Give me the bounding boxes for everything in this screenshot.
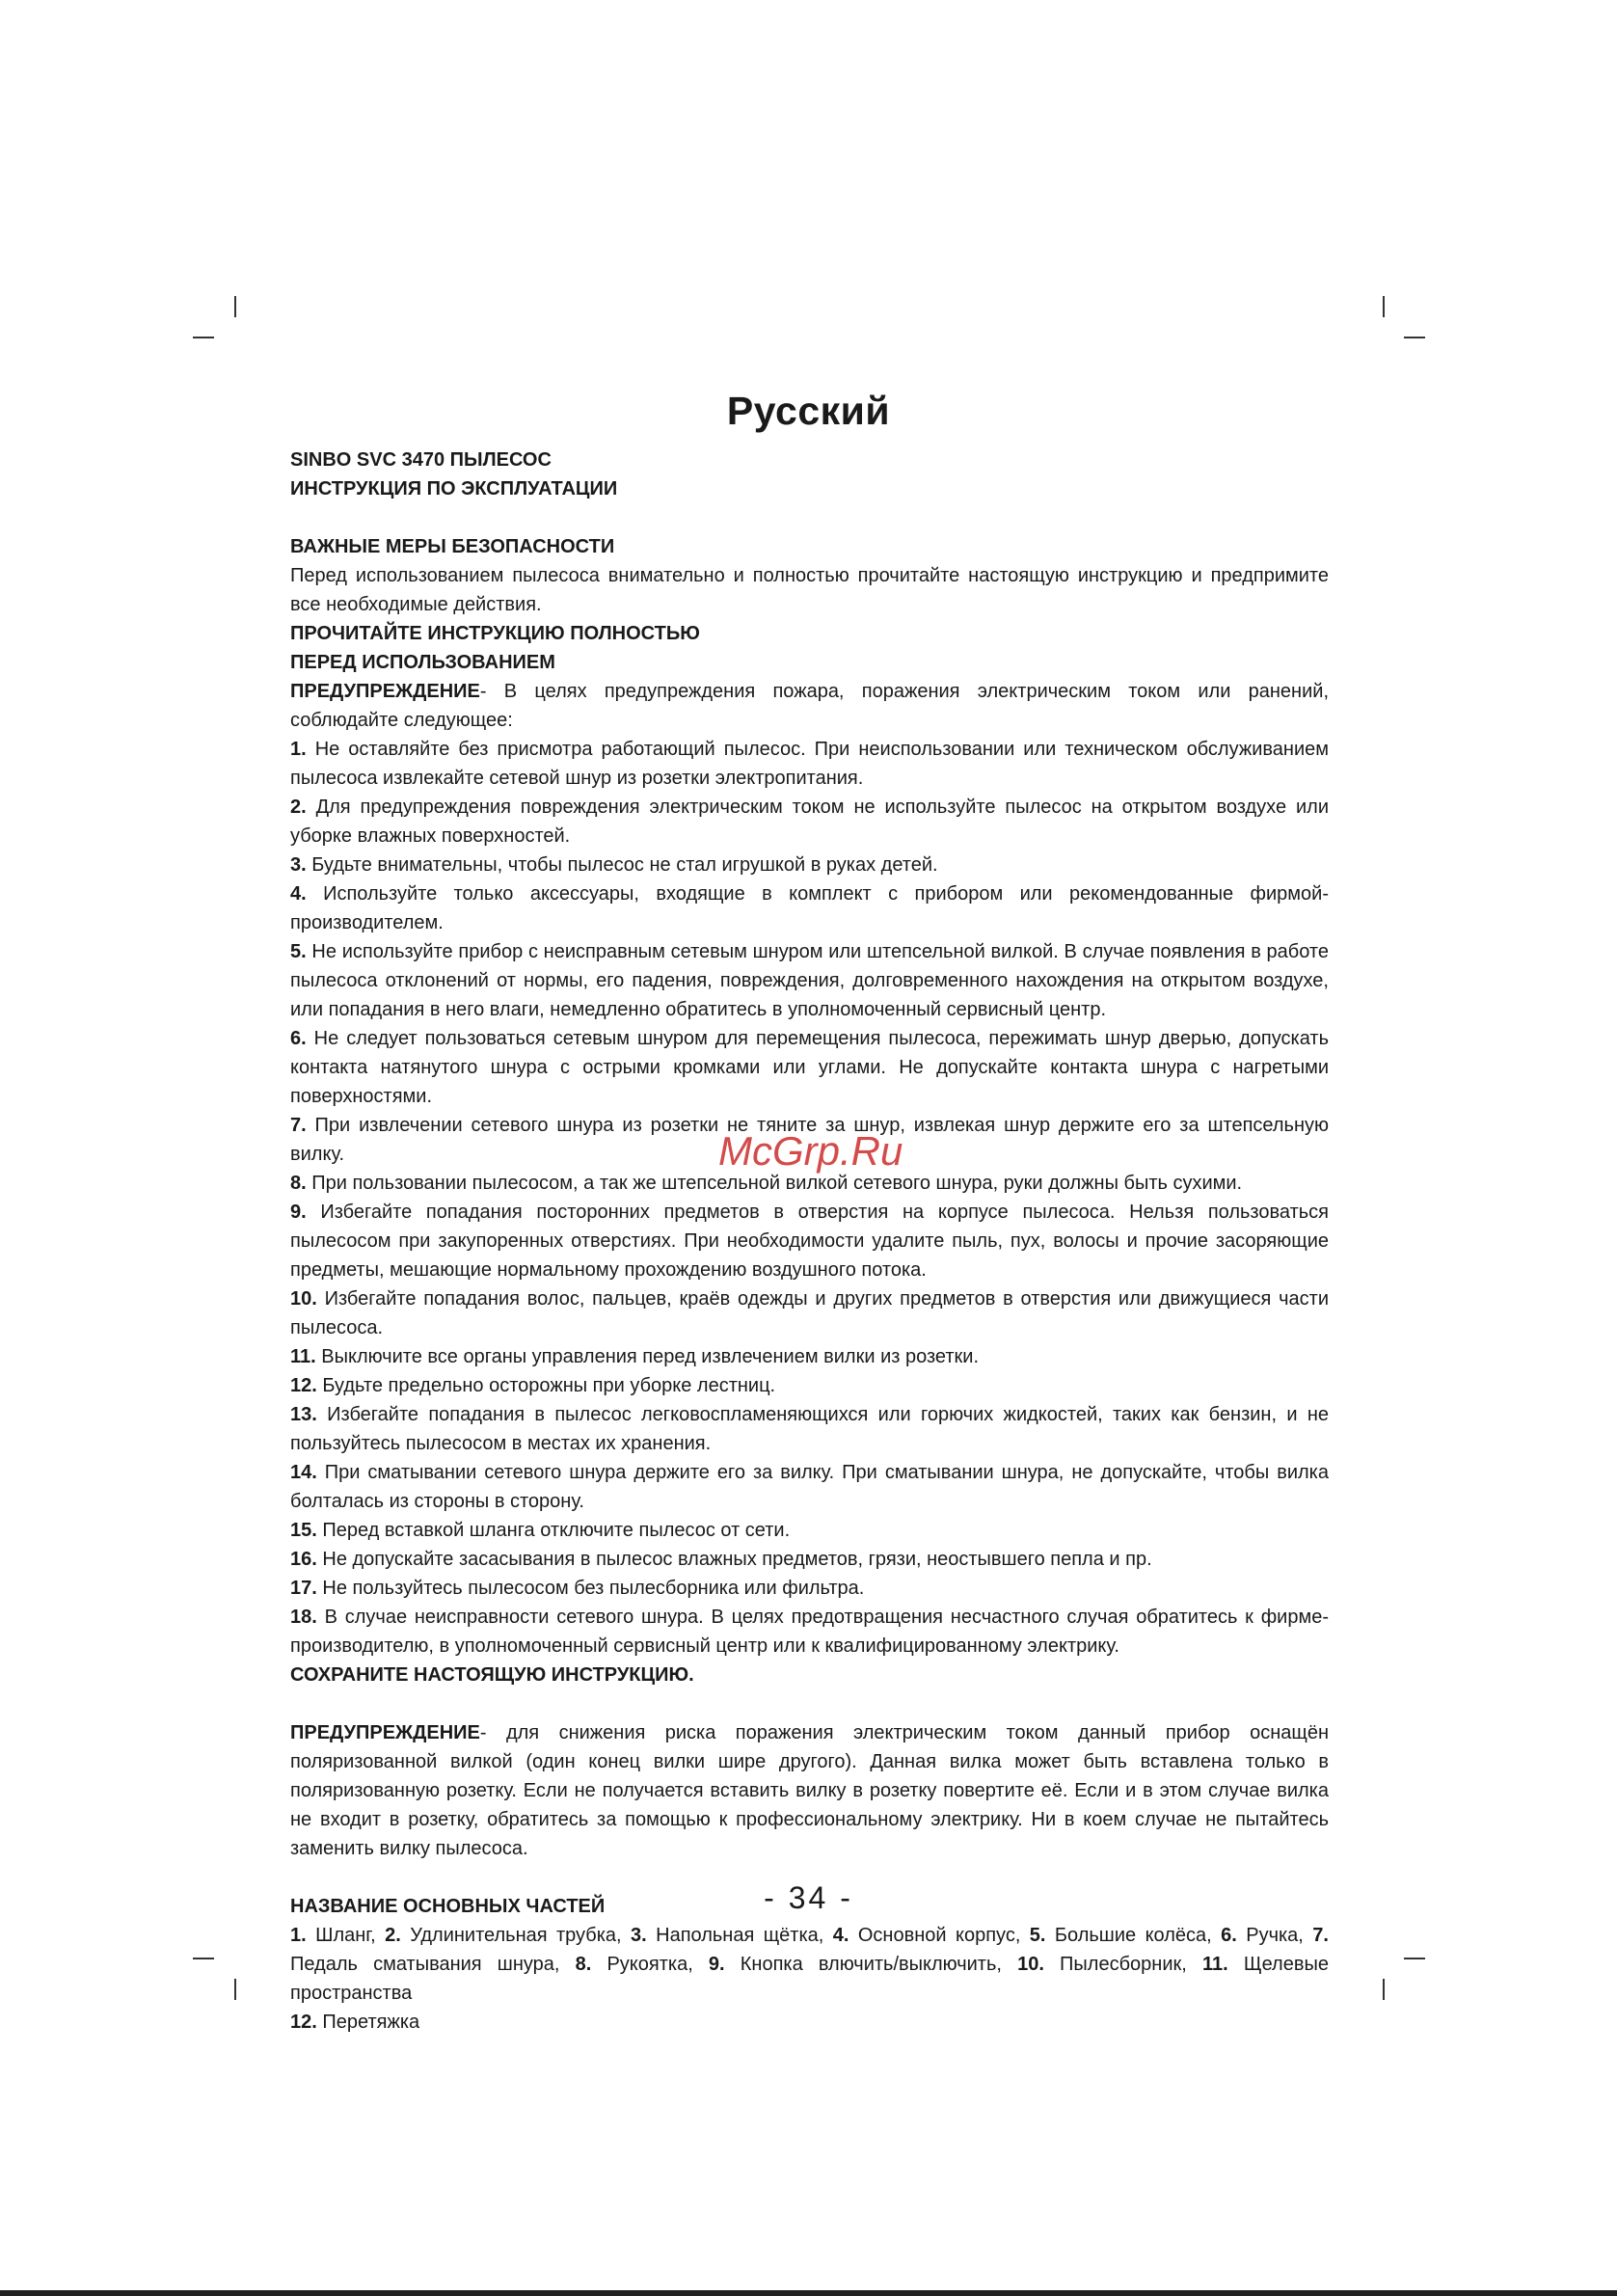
part-text: Пылесборник, <box>1043 1954 1202 1975</box>
read-heading-1: ПРОЧИТАЙТЕ ИНСТРУКЦИЮ ПОЛНОСТЬЮ <box>290 623 700 644</box>
safety-item <box>290 1545 1329 1574</box>
part-number: 4. <box>832 1925 849 1946</box>
page-number: - 34 - <box>764 1880 853 1915</box>
warning-paragraph-1 <box>290 677 1329 735</box>
safety-item <box>290 1342 1329 1371</box>
item-text: Не оставляйте без присмотра работающий пылесос. При неиспользовании или техническом обслуживанием пылесоса извлекайте сетевой шнур из розетки электропитания. <box>290 739 1329 789</box>
item-number: 6. <box>290 1028 307 1049</box>
part-text: Удлинительная трубка, <box>400 1925 632 1946</box>
spacer <box>290 503 1329 532</box>
part-text: Перетяжка <box>316 2012 420 2033</box>
safety-item <box>290 851 1329 879</box>
item-text: Для предупреждения повреждения электрическим током не используйте пылесос на открытом воздухе или уборке влажных поверхностей. <box>290 797 1329 847</box>
item-number: 8. <box>290 1173 307 1194</box>
item-text: Будьте предельно осторожны при уборке лестниц. <box>316 1375 776 1396</box>
warning-paragraph-2 <box>290 1718 1329 1863</box>
part-text: Кнопка влючить/выключить, <box>724 1954 1018 1975</box>
part-text: Большие колёса, <box>1045 1925 1222 1946</box>
item-number: 13. <box>290 1404 317 1425</box>
item-text: Будьте внимательны, чтобы пылесос не стал игрушкой в руках детей. <box>306 854 938 876</box>
part-number: 9. <box>708 1954 725 1975</box>
watermark: McGrp.Ru <box>718 1128 903 1174</box>
safety-item <box>290 1198 1329 1284</box>
part-number: 10. <box>1017 1954 1044 1975</box>
parts-list <box>290 1921 1329 2008</box>
item-text: Не допускайте засасывания в пылесос влажных предметов, грязи, неостывшего пепла и пр. <box>316 1549 1152 1570</box>
item-number: 3. <box>290 854 307 876</box>
safety-intro: Перед использованием пылесоса внимательно и полностью прочитайте настоящую инструкцию и предпримите все необходимые действия. <box>290 565 1329 615</box>
part-text: Основной корпус, <box>849 1925 1030 1946</box>
part-number: 12. <box>290 2012 317 2033</box>
item-number: 10. <box>290 1288 317 1310</box>
item-number: 14. <box>290 1462 317 1483</box>
part-number: 11. <box>1201 1954 1228 1975</box>
safety-items-list <box>290 735 1329 1661</box>
item-text: Избегайте попадания волос, пальцев, краёв одежды и других предметов в отверстия или движущиеся части пылесоса. <box>290 1288 1329 1338</box>
part-number: 8. <box>575 1954 592 1975</box>
item-number: 16. <box>290 1549 317 1570</box>
parts-heading: НАЗВАНИЕ ОСНОВНЫХ ЧАСТЕЙ <box>290 1896 606 1917</box>
part-number: 1. <box>290 1925 307 1946</box>
item-number: 7. <box>290 1115 307 1136</box>
spacer <box>290 1689 1329 1718</box>
part-number: 3. <box>631 1925 647 1946</box>
safety-item <box>290 1284 1329 1342</box>
crop-mark-top-left-h <box>193 337 214 338</box>
safety-heading: ВАЖНЫЕ МЕРЫ БЕЗОПАСНОСТИ <box>290 536 615 557</box>
part-text: Напольная щётка, <box>646 1925 833 1946</box>
part-text: Рукоятка, <box>591 1954 709 1975</box>
part-text: Ручка, <box>1236 1925 1313 1946</box>
item-text: Выключите все органы управления перед извлечением вилки из розетки. <box>315 1346 980 1367</box>
safety-item <box>290 879 1329 937</box>
item-number: 9. <box>290 1202 307 1223</box>
item-text: Не используйте прибор с неисправным сетевым шнуром или штепсельной вилкой. В случае появления в работе пылесоса отклонений от нормы, его падения, повреждения, долговременного нахождения на открытом воздухе, или попадания в него влаги, немедленно обратитесь в уполномоченный сервисный центр. <box>290 941 1329 1020</box>
item-number: 1. <box>290 739 307 760</box>
item-number: 17. <box>290 1578 317 1599</box>
safety-item <box>290 1603 1329 1661</box>
part-text: Щелевые пространства <box>290 1954 1329 2004</box>
crop-mark-top-right-v <box>1383 296 1385 317</box>
part-number: 6. <box>1221 1925 1237 1946</box>
part-number: 2. <box>385 1925 401 1946</box>
warning-text: - для снижения риска поражения электрическим током данный прибор оснащён поляризованной вилкой (один конец вилки шире другого). Данная вилка может быть вставлена только в поляризованную розетку. Если не получается вставить вилку в розетку повертите её. Если и в этом случае вилка не входит в розетку, обратитесь за помощью к профессиональному электрику. Ни в коем случае не пытайтесь заменить вилку пылесоса. <box>290 1722 1329 1859</box>
item-number: 15. <box>290 1520 317 1541</box>
safety-item <box>290 937 1329 1024</box>
item-number: 4. <box>290 883 307 905</box>
warning-label: ПРЕДУПРЕЖДЕНИЕ <box>290 1722 480 1743</box>
safety-item <box>290 1371 1329 1400</box>
warning-text: - В целях предупреждения пожара, поражения электрическим током или ранений, соблюдайте следующее: <box>290 681 1329 731</box>
crop-mark-bottom-left-h <box>193 1958 214 1959</box>
item-text: При сматывании сетевого шнура держите его за вилку. При сматывании шнура, не допускайте, чтобы вилка болталась из стороны в сторону. <box>290 1462 1329 1512</box>
crop-mark-top-left-v <box>234 296 236 317</box>
warning-label: ПРЕДУПРЕЖДЕНИЕ <box>290 681 480 702</box>
part-text: Педаль сматывания шнура, <box>290 1954 576 1975</box>
safety-item <box>290 1516 1329 1545</box>
crop-mark-bottom-right-h <box>1404 1958 1425 1959</box>
item-text: Перед вставкой шланга отключите пылесос от сети. <box>316 1520 791 1541</box>
save-heading: СОХРАНИТЕ НАСТОЯЩУЮ ИНСТРУКЦИЮ. <box>290 1664 694 1686</box>
item-text: Не пользуйтесь пылесосом без пылесборника или фильтра. <box>316 1578 865 1599</box>
safety-item <box>290 1400 1329 1458</box>
safety-item <box>290 1024 1329 1111</box>
safety-item <box>290 793 1329 851</box>
safety-item <box>290 735 1329 793</box>
item-number: 2. <box>290 797 307 818</box>
part-number: 5. <box>1029 1925 1046 1946</box>
item-number: 12. <box>290 1375 317 1396</box>
safety-item <box>290 1574 1329 1603</box>
item-number: 11. <box>290 1346 316 1367</box>
read-heading-2: ПЕРЕД ИСПОЛЬЗОВАНИЕМ <box>290 652 555 673</box>
item-number: 5. <box>290 941 307 962</box>
crop-mark-bottom-left-v <box>234 1979 236 2000</box>
language-title: Русский <box>726 389 891 433</box>
item-text: Избегайте попадания посторонних предметов в отверстия на корпусе пылесоса. Нельзя пользоваться пылесосом при закупоренных отверстиях. При необходимости удалите пыль, пух, волосы и прочие засоряющие предметы, мешающие нормальному прохождению воздушного потока. <box>290 1202 1329 1281</box>
bottom-edge-bar <box>0 2290 1617 2296</box>
model-title: SINBO SVC 3470 ПЫЛЕСОС <box>290 449 552 471</box>
item-text: Избегайте попадания в пылесос легковоспламеняющихся или горючих жидкостей, таких как бензин, и не пользуйтесь пылесосом в местах их хранения. <box>290 1404 1329 1454</box>
crop-mark-top-right-h <box>1404 337 1425 338</box>
item-text: При извлечении сетевого шнура из розетки не тяните за шнур, извлекая шнур держите его за штепсельную вилку. <box>290 1115 1329 1165</box>
item-text: Используйте только аксессуары, входящие в комплект с прибором или рекомендованные фирмой-производителем. <box>290 883 1329 933</box>
manual-content <box>290 446 1329 2037</box>
item-text: Не следует пользоваться сетевым шнуром для перемещения пылесоса, пережимать шнур дверью, допускать контакта натянутого шнура с острыми кромками или углами. Не допускайте контакта шнура с нагретыми поверхностями. <box>290 1028 1329 1107</box>
item-text: В случае неисправности сетевого шнура. В целях предотвращения несчастного случая обратитесь к фирме-производителю, в уполномоченный сервисный центр или к квалифицированному электрику. <box>290 1607 1329 1657</box>
safety-item <box>290 1458 1329 1516</box>
manual-title: ИНСТРУКЦИЯ ПО ЭКСПЛУАТАЦИИ <box>290 478 618 500</box>
parts-last-item <box>290 2008 1329 2037</box>
part-number: 7. <box>1312 1925 1329 1946</box>
item-number: 18. <box>290 1607 317 1628</box>
crop-mark-bottom-right-v <box>1383 1979 1385 2000</box>
item-text: При пользовании пылесосом, а так же штепсельной вилкой сетевого шнура, руки должны быть сухими. <box>306 1173 1243 1194</box>
part-text: Шланг, <box>306 1925 386 1946</box>
